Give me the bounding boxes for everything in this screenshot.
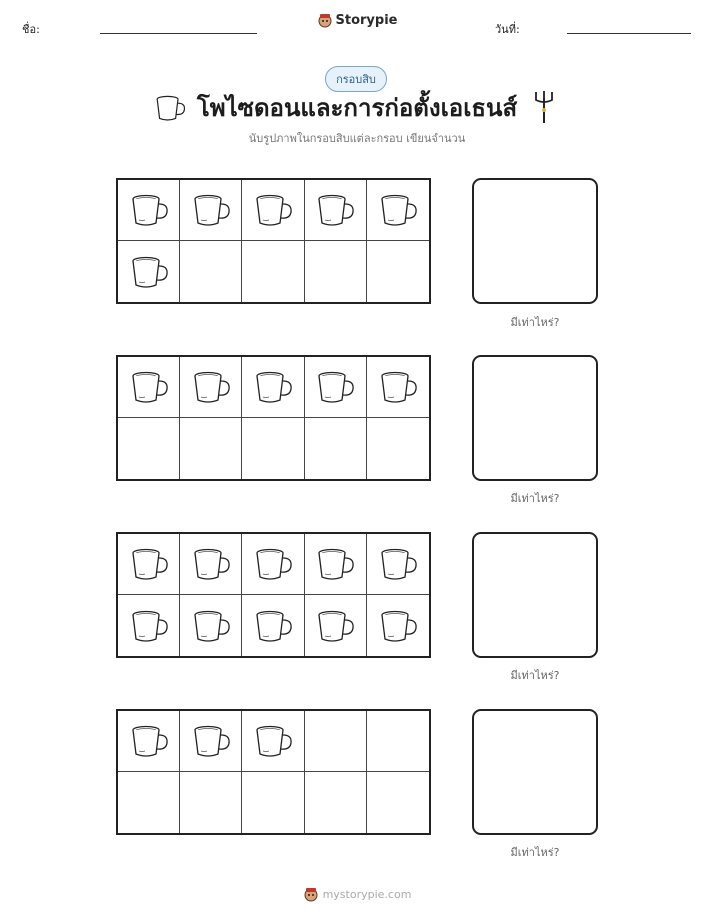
question-label-1: มีเท่าไหร่? — [510, 316, 560, 329]
frame-cell — [242, 357, 304, 418]
frame-cell — [118, 357, 180, 418]
frame-cell — [305, 418, 367, 479]
frame-cell — [180, 418, 242, 479]
date-label: วันที่: — [495, 23, 520, 36]
frame-cell — [367, 357, 429, 418]
frame-cell — [305, 357, 367, 418]
cup-icon — [191, 723, 231, 759]
name-label: ชื่อ: — [22, 23, 40, 36]
answer-box-2[interactable] — [472, 355, 598, 481]
frame-cell — [367, 711, 429, 772]
frame-cell — [118, 772, 180, 833]
cup-icon — [378, 546, 418, 582]
worksheet-title: โพไซดอนและการก่อตั้งเอเธนส์ — [196, 94, 518, 122]
cup-icon — [191, 192, 231, 228]
cup-icon — [129, 192, 169, 228]
brand-name: Storypie — [335, 12, 398, 28]
frame-cell — [180, 772, 242, 833]
cup-icon — [129, 723, 169, 759]
question-label-3: มีเท่าไหร่? — [510, 669, 560, 682]
cup-icon — [378, 369, 418, 405]
frame-cell — [180, 595, 242, 656]
frame-cell — [180, 241, 242, 302]
frame-cell — [305, 241, 367, 302]
frame-cell — [118, 534, 180, 595]
frame-cell — [242, 241, 304, 302]
answer-box-1[interactable] — [472, 178, 598, 304]
frame-cell — [242, 418, 304, 479]
cup-icon — [191, 546, 231, 582]
ten-frame-4 — [116, 709, 431, 835]
frame-cell — [118, 180, 180, 241]
frame-cell — [305, 711, 367, 772]
frame-cell — [242, 711, 304, 772]
ten-frame-2 — [116, 355, 431, 481]
name-line[interactable] — [100, 33, 257, 34]
frame-cell — [242, 772, 304, 833]
cup-icon — [129, 546, 169, 582]
frame-cell — [242, 595, 304, 656]
trident-icon — [533, 90, 555, 124]
cup-icon — [129, 254, 169, 290]
cup-icon — [378, 192, 418, 228]
cup-icon — [315, 546, 355, 582]
answer-box-4[interactable] — [472, 709, 598, 835]
cup-icon — [253, 723, 293, 759]
cup-icon — [253, 546, 293, 582]
cup-icon — [129, 369, 169, 405]
storypie-mascot-icon — [303, 886, 319, 902]
storypie-mascot-icon — [317, 12, 333, 28]
frame-cell — [118, 241, 180, 302]
frame-cell — [367, 241, 429, 302]
frame-cell — [242, 180, 304, 241]
cup-icon — [315, 369, 355, 405]
cup-icon — [191, 608, 231, 644]
cup-icon — [253, 192, 293, 228]
frame-cell — [180, 180, 242, 241]
frame-cell — [305, 180, 367, 241]
brand-logo — [0, 12, 714, 32]
frame-cell — [367, 418, 429, 479]
cup-icon — [378, 608, 418, 644]
category-badge: กรอบสิบ — [325, 66, 387, 92]
cup-icon — [191, 369, 231, 405]
frame-cell — [305, 772, 367, 833]
frame-cell — [180, 357, 242, 418]
footer-url: mystorypie.com — [322, 887, 412, 901]
frame-cell — [367, 180, 429, 241]
cup-icon — [253, 608, 293, 644]
date-line[interactable] — [567, 33, 691, 34]
ten-frame-3 — [116, 532, 431, 658]
question-label-4: มีเท่าไหร่? — [510, 846, 560, 859]
question-label-2: มีเท่าไหร่? — [510, 492, 560, 505]
ten-frame-1 — [116, 178, 431, 304]
frame-cell — [118, 711, 180, 772]
cup-icon — [253, 369, 293, 405]
frame-cell — [367, 534, 429, 595]
footer — [0, 886, 714, 905]
frame-cell — [367, 595, 429, 656]
answer-box-3[interactable] — [472, 532, 598, 658]
frame-cell — [180, 711, 242, 772]
frame-cell — [242, 534, 304, 595]
frame-cell — [180, 534, 242, 595]
cup-icon — [315, 192, 355, 228]
frame-cell — [305, 534, 367, 595]
frame-cell — [367, 772, 429, 833]
frame-cell — [118, 418, 180, 479]
frame-cell — [305, 595, 367, 656]
cup-icon — [315, 608, 355, 644]
instructions: นับรูปภาพในกรอบสิบแต่ละกรอบ เขียนจำนวน — [248, 132, 466, 145]
frame-cell — [118, 595, 180, 656]
cup-icon — [129, 608, 169, 644]
